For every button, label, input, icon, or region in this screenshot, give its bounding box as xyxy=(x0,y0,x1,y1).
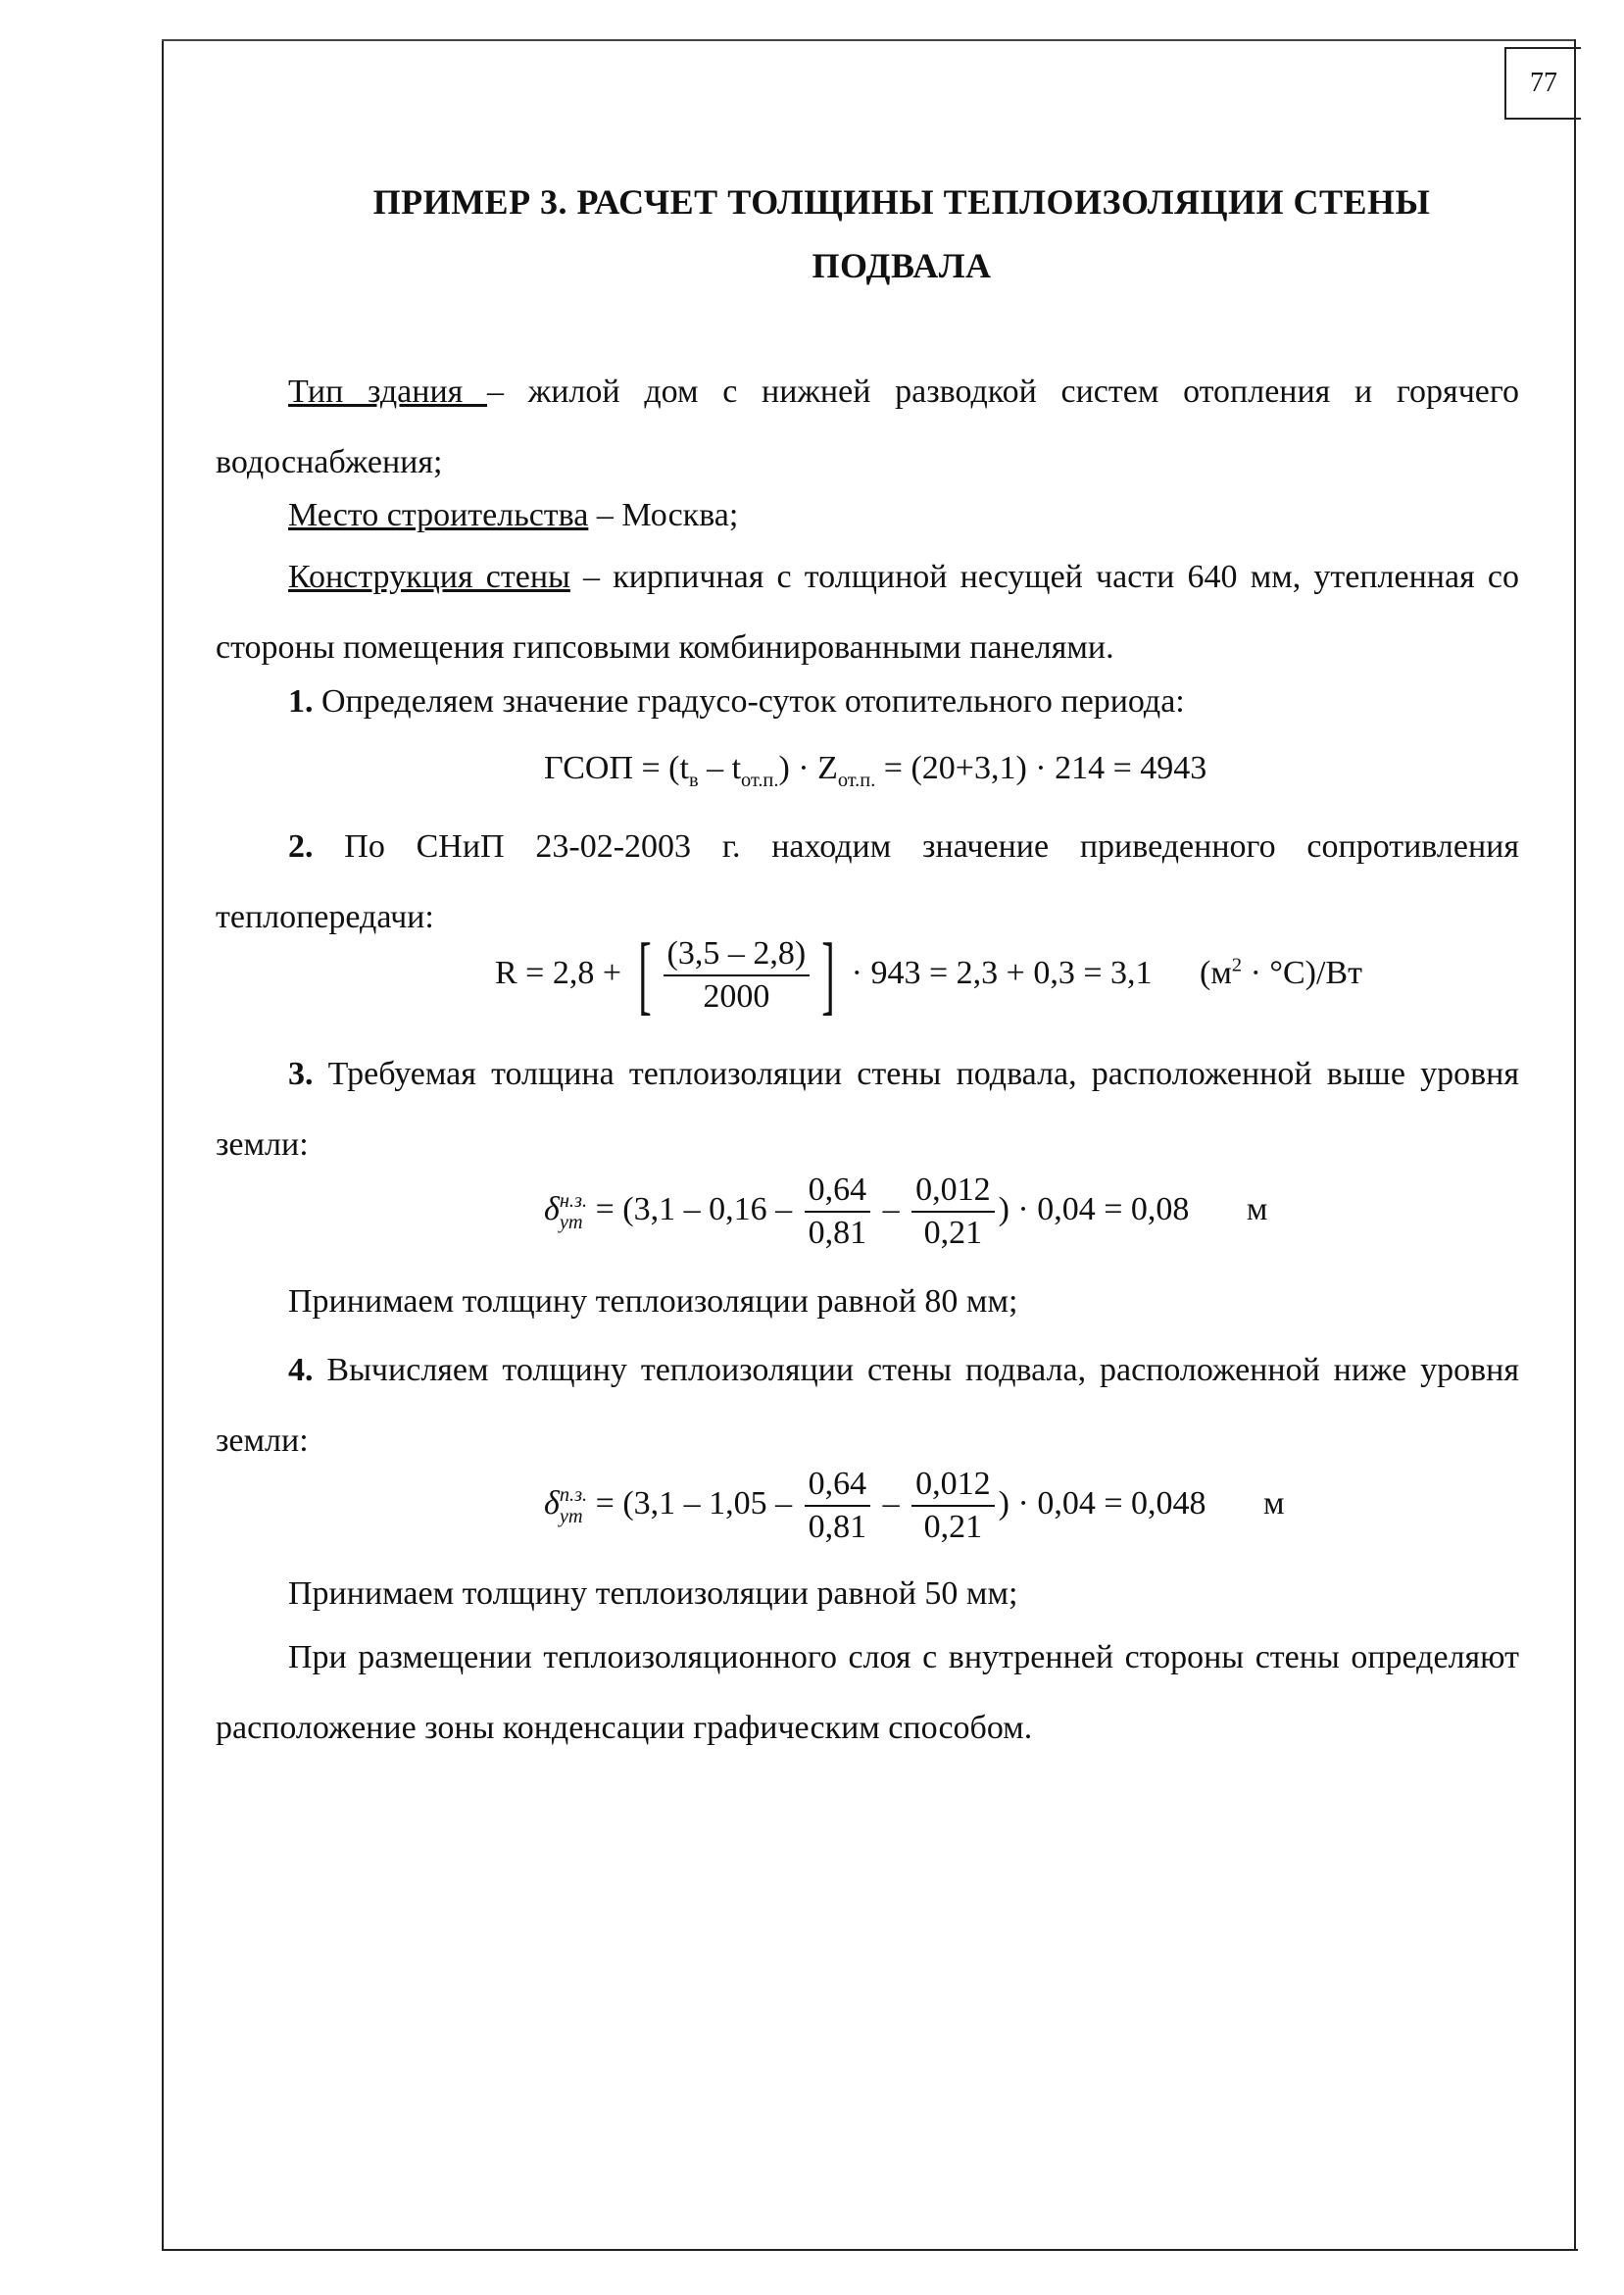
formula-resistance-lhs: R = 2,8 + xyxy=(495,954,622,991)
accept-above xyxy=(216,1267,1519,1337)
fraction-numerator: (3,5 – 2,8) xyxy=(664,935,811,976)
formula-gsop-mid: ) · Z xyxy=(778,750,838,786)
accept-below-text: Принимаем толщину теплоизоляции равной 50 мм; xyxy=(288,1575,1018,1612)
step-4-text: Вычисляем толщину теплоизоляции стены подвала, расположенной ниже уровня земли: xyxy=(216,1352,1519,1459)
formula-resistance xyxy=(495,926,1362,1023)
delta-sup: п.з. xyxy=(559,1483,588,1506)
fraction-1-den: 0,81 xyxy=(808,1509,867,1545)
step-3-number: 3. xyxy=(288,1056,314,1092)
delta-sub: ут xyxy=(559,1212,583,1233)
label-building-type: Тип здания xyxy=(288,374,488,410)
formula-gsop-sub-v: в xyxy=(688,769,699,791)
left-bracket: [ xyxy=(637,926,652,1023)
delta-sup: н.з. xyxy=(559,1189,588,1212)
step-1 xyxy=(216,667,1519,737)
label-wall-construction: Конструкция стены xyxy=(288,559,570,595)
text-location: – Москва; xyxy=(588,497,739,533)
unit-sup: 2 xyxy=(1231,954,1243,976)
fraction-resistance xyxy=(664,935,811,1016)
fraction-1-num: 0,64 xyxy=(805,1172,871,1213)
formula-thickness-below xyxy=(544,1466,1285,1546)
formula-resistance-unit xyxy=(1200,955,1362,991)
formula-above-rhs: ) · 0,04 = 0,08 xyxy=(998,1190,1190,1227)
step-3 xyxy=(216,1039,1519,1180)
title-line-2: ПОДВАЛА xyxy=(812,246,992,285)
delta-indices xyxy=(560,1190,587,1234)
fraction-1-den: 0,81 xyxy=(808,1215,867,1251)
paragraph-building-type xyxy=(216,357,1519,498)
final-paragraph-text: При размещении теплоизоляционного слоя с внутренней стороны стены определяют расположение зоны конденсации графическим способом. xyxy=(216,1639,1519,1746)
fraction-2-den: 0,21 xyxy=(923,1509,983,1545)
fraction-2 xyxy=(911,1172,995,1252)
fraction-2-num: 0,012 xyxy=(911,1466,995,1507)
fraction-2-den: 0,21 xyxy=(923,1215,983,1251)
unit-base: (м xyxy=(1200,954,1232,991)
step-2-number: 2. xyxy=(288,828,314,865)
formula-resistance-rhs: · 943 = 2,3 + 0,3 = 3,1 xyxy=(851,954,1153,991)
step-1-number: 1. xyxy=(288,683,314,720)
formula-below-minus: – xyxy=(882,1484,900,1522)
text-wall-construction: – кирпичная с толщиной несущей части 640 мм, утепленная со стороны помещения гипсовыми комбинированными панелями. xyxy=(216,559,1519,666)
step-1-text: Определяем значение градусо-суток отопительного периода: xyxy=(313,683,1185,720)
formula-gsop-lhs: ГСОП = (t xyxy=(544,750,689,786)
formula-above-lhs: = (3,1 – 0,16 – xyxy=(595,1190,793,1227)
page-number xyxy=(1504,47,1581,120)
formula-below-lhs: = (3,1 – 1,05 – xyxy=(595,1484,793,1522)
step-4 xyxy=(216,1335,1519,1476)
unit-rest: · °С)/Вт xyxy=(1242,954,1362,991)
delta-symbol: δ xyxy=(544,1190,560,1227)
accept-above-text: Принимаем толщину теплоизоляции равной 80 мм; xyxy=(288,1283,1018,1320)
label-location: Место строительства xyxy=(288,497,589,533)
formula-below-unit: м xyxy=(1263,1484,1285,1522)
formula-above-unit: м xyxy=(1246,1190,1268,1227)
step-4-number: 4. xyxy=(288,1352,314,1388)
formula-gsop xyxy=(544,750,1206,792)
delta-indices xyxy=(560,1484,587,1528)
fraction-2-num: 0,012 xyxy=(911,1172,995,1213)
page-number-text: 77 xyxy=(1530,68,1557,98)
text-building-type: – жилой дом с нижней разводкой систем отопления и горячего водоснабжения; xyxy=(216,374,1519,480)
page-frame-top xyxy=(162,39,1576,41)
accept-below xyxy=(216,1559,1519,1629)
formula-above-minus: – xyxy=(882,1190,900,1227)
page-frame-right xyxy=(1574,39,1576,2251)
final-paragraph xyxy=(216,1622,1519,1764)
formula-below-rhs: ) · 0,04 = 0,048 xyxy=(998,1484,1206,1522)
title-line-1: ПРИМЕР 3. РАСЧЕТ ТОЛЩИНЫ ТЕПЛОИЗОЛЯЦИИ СТЕНЫ xyxy=(372,182,1431,222)
paragraph-location xyxy=(216,480,1519,551)
right-bracket: ] xyxy=(821,926,835,1023)
delta-sub: ут xyxy=(559,1506,583,1527)
fraction-2 xyxy=(911,1466,995,1546)
delta-symbol: δ xyxy=(544,1484,560,1522)
fraction-1-num: 0,64 xyxy=(805,1466,871,1507)
formula-gsop-rhs: = (20+3,1) · 214 = 4943 xyxy=(875,750,1207,786)
step-2-text: По СНиП 23-02-2003 г. находим значение приведенного сопротивления теплопередачи: xyxy=(216,828,1519,935)
paragraph-wall-construction xyxy=(216,542,1519,683)
fraction-1 xyxy=(805,1172,871,1252)
formula-gsop-sub-ot: от.п. xyxy=(741,769,779,791)
formula-thickness-above xyxy=(544,1172,1267,1252)
formula-gsop-sub-z: от.п. xyxy=(837,769,876,791)
step-3-text: Требуемая толщина теплоизоляции стены подвала, расположенной выше уровня земли: xyxy=(216,1056,1519,1163)
fraction-denominator: 2000 xyxy=(703,978,770,1015)
formula-gsop-minus: – t xyxy=(698,750,742,786)
fraction-1 xyxy=(805,1466,871,1546)
